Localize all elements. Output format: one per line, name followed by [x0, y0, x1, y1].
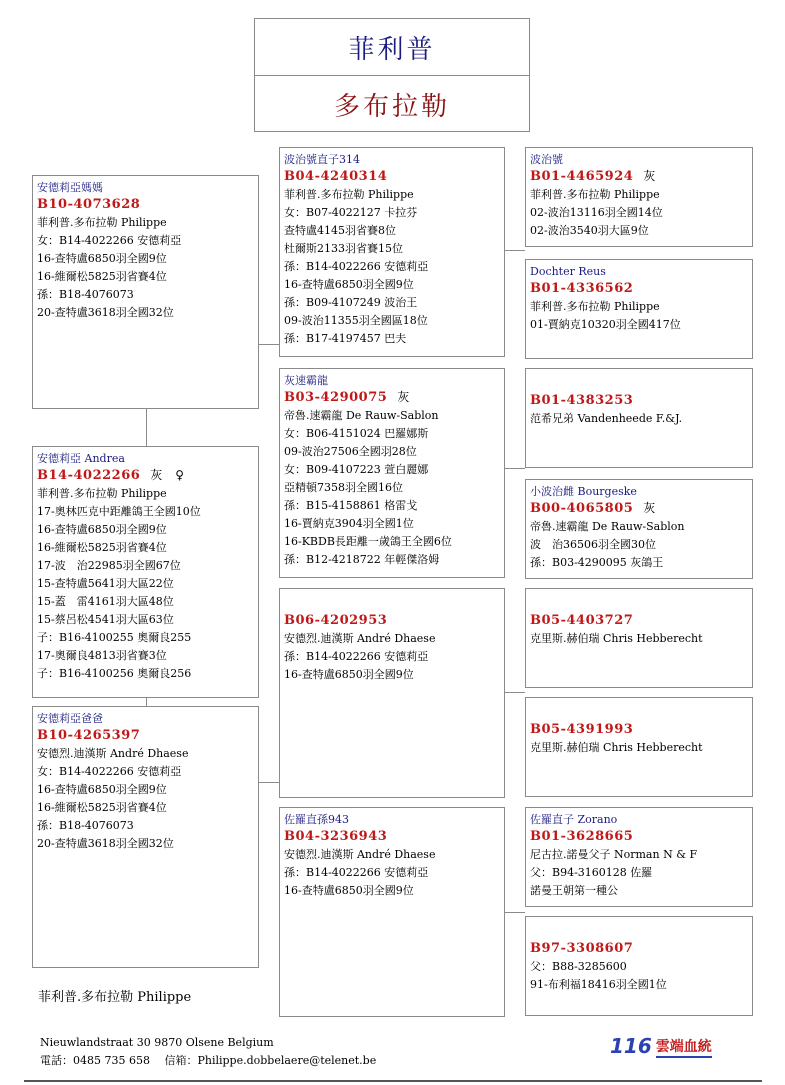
logo-number: 116	[610, 1034, 652, 1058]
pedigree-box-ggp-1[interactable]	[525, 147, 753, 247]
info-line: 子：B16-4100256 奧爾良256	[37, 667, 192, 680]
info-line: 菲利普.多布拉勒 Philippe	[530, 188, 660, 201]
bird-name: 灰速霸龍	[284, 374, 328, 387]
pedigree-box-ggp-6[interactable]	[525, 697, 753, 797]
info-line: 波 治36506羽全國30位	[530, 538, 656, 551]
pedigree-box-granddam-sire-side[interactable]	[279, 807, 505, 1017]
info-line: 安德烈.迪漢斯 André Dhaese	[37, 747, 189, 760]
info-line: 孫：B18-4076073	[37, 819, 134, 832]
site-logo[interactable]	[610, 1034, 712, 1058]
bird-name: 小波治雌 Bourgeske	[530, 485, 637, 498]
info-line: 02-波治3540羽大區9位	[530, 224, 649, 237]
pedigree-box-granddam-dam-side[interactable]	[279, 368, 505, 578]
info-line: 16-查特盧6850羽全國9位	[37, 783, 167, 796]
connector-line	[258, 782, 280, 783]
info-line: 15-蔡呂松4541羽大區63位	[37, 613, 174, 626]
ring-number: B00-4065805 灰	[530, 501, 656, 516]
info-line: 女：B07-4022127 卡拉芬	[284, 206, 418, 219]
footer-divider	[24, 1080, 762, 1082]
info-line: 女：B09-4107223 萱白麗娜	[284, 463, 429, 476]
connector-line	[503, 250, 525, 251]
pedigree-box-dam[interactable]	[32, 175, 259, 409]
info-line: 范希兄弟 Vandenheede F.&J.	[530, 412, 683, 425]
address-line: Nieuwlandstraat 30 9870 Olsene Belgium	[40, 1036, 274, 1049]
connector-line	[503, 692, 525, 693]
info-line: 孫：B12-4218722 年輕傑洛姆	[284, 553, 440, 566]
info-line: 查特盧4145羽省賽8位	[284, 224, 396, 237]
bird-name: 安德莉亞 Andrea	[37, 452, 125, 465]
info-line: 16-查特盧6850羽全國9位	[284, 668, 414, 681]
info-line: 女：B06-4151024 巴羅娜斯	[284, 427, 429, 440]
pedigree-box-ggp-7[interactable]	[525, 807, 753, 907]
info-line: 15-查特盧5641羽大區22位	[37, 577, 174, 590]
ring-number: B03-4290075 灰	[284, 390, 410, 405]
bird-name: 波治號	[530, 153, 563, 166]
info-line: 菲利普.多布拉勒 Philippe	[37, 487, 167, 500]
info-line: 17-奧林匹克中距離鴿王全國10位	[37, 505, 201, 518]
info-line: 91-布利福18416羽全國1位	[530, 978, 667, 991]
ring-number: B01-3628665	[530, 829, 634, 844]
info-line: 孫：B14-4022266 安德莉亞	[284, 260, 429, 273]
owner-first-name: 菲利普	[255, 19, 529, 76]
pedigree-box-ggp-3[interactable]	[525, 368, 753, 468]
ring-number: B06-4202953	[284, 613, 388, 628]
info-line: 孫：B14-4022266 安德莉亞	[284, 866, 429, 879]
info-line: 09-波治11355羽全國區18位	[284, 314, 428, 327]
info-line: 帝魯.速霸龍 De Rauw-Sablon	[530, 520, 685, 533]
info-line: 16-賈納克3904羽全國1位	[284, 517, 414, 530]
info-line: 父：B88-3285600	[530, 960, 627, 973]
ring-number: B01-4383253	[530, 393, 634, 408]
ring-number: B04-4240314	[284, 169, 388, 184]
info-line: 02-波治13116羽全國14位	[530, 206, 663, 219]
connector-line	[503, 912, 525, 913]
info-line: 孫：B15-4158861 格雷戈	[284, 499, 418, 512]
ring-number: B04-3236943	[284, 829, 388, 844]
info-line: 菲利普.多布拉勒 Philippe	[284, 188, 414, 201]
info-line: 16-查特盧6850羽全國9位	[37, 523, 167, 536]
info-line: 女：B14-4022266 安德莉亞	[37, 234, 182, 247]
pedigree-box-ggp-2[interactable]	[525, 259, 753, 359]
owner-last-name: 多布拉勒	[333, 91, 450, 122]
info-line: 15-蓋 雷4161羽大區48位	[37, 595, 174, 608]
info-line: 16-維爾松5825羽省賽4位	[37, 801, 167, 814]
sex-color: 灰	[643, 169, 656, 183]
info-line: 亞精頓7358羽全國16位	[284, 481, 403, 494]
info-line: 孫：B03-4290095 灰鴿王	[530, 556, 664, 569]
info-line: 杜爾斯2133羽省賽15位	[284, 242, 403, 255]
bird-name: 佐羅直孫943	[284, 813, 349, 826]
info-line: 17-波 治22985羽全國67位	[37, 559, 181, 572]
pedigree-box-grandsire-dam-side[interactable]	[279, 147, 505, 357]
bird-name: 波治號直子314	[284, 153, 360, 166]
pedigree-box-subject[interactable]	[32, 446, 259, 698]
pedigree-box-grandsire-sire-side[interactable]	[279, 588, 505, 798]
connector-line	[503, 468, 525, 469]
ring-number: B01-4465924 灰	[530, 169, 656, 184]
info-line: 女：B14-4022266 安德莉亞	[37, 765, 182, 778]
ring-number: B01-4336562	[530, 281, 634, 296]
bird-name: 佐羅直子 Zorano	[530, 813, 618, 826]
sex-color: 灰	[643, 501, 656, 515]
info-line: 克里斯.赫伯瑞 Chris Hebberecht	[530, 632, 703, 645]
info-line: 孫：B14-4022266 安德莉亞	[284, 650, 429, 663]
info-line: 尼古拉.諾曼父子 Norman N & F	[530, 848, 698, 861]
info-line: 父：B94-3160128 佐羅	[530, 866, 653, 879]
ring-number: B10-4265397	[37, 728, 141, 743]
ring-number: B05-4391993	[530, 722, 634, 737]
info-line: 帝魯.速霸龍 De Rauw-Sablon	[284, 409, 439, 422]
connector-line	[146, 408, 147, 446]
info-line: 20-查特盧3618羽全國32位	[37, 306, 174, 319]
info-line: 16-維爾松5825羽省賽4位	[37, 270, 167, 283]
logo-text: 雲端血統	[656, 1036, 712, 1058]
info-line: 16-查特盧6850羽全國9位	[284, 278, 414, 291]
bird-name: 安德莉亞媽媽	[37, 181, 103, 194]
info-line: 20-查特盧3618羽全國32位	[37, 837, 174, 850]
info-line: 16-KBDB長距離一歲鴿王全國6位	[284, 535, 452, 548]
pedigree-box-sire[interactable]	[32, 706, 259, 968]
breeder-contact	[40, 1034, 376, 1070]
info-line: 孫：B18-4076073	[37, 288, 134, 301]
sex-color: 灰 ♀	[150, 468, 185, 482]
info-line: 諾曼王朝第一種公	[530, 884, 618, 897]
info-line: 17-奧爾良4813羽省賽3位	[37, 649, 167, 662]
bird-name: Dochter Reus	[530, 265, 606, 278]
pedigree-title	[254, 18, 530, 132]
ring-number: B97-3308607	[530, 941, 634, 956]
pedigree-box-ggp-5[interactable]	[525, 588, 753, 688]
info-line: 克里斯.赫伯瑞 Chris Hebberecht	[530, 741, 703, 754]
info-line: 01-賈納克10320羽全國417位	[530, 318, 681, 331]
sex-color: 灰	[397, 390, 410, 404]
contact-line: 電話：0485 735 658 信箱：Philippe.dobbelaere@telenet.be	[40, 1054, 377, 1067]
info-line: 09-波治27506全國羽28位	[284, 445, 417, 458]
info-line: 菲利普.多布拉勒 Philippe	[37, 216, 167, 229]
pedigree-box-ggp-4[interactable]	[525, 479, 753, 579]
info-line: 安德烈.迪漢斯 André Dhaese	[284, 632, 436, 645]
info-line: 孫：B09-4107249 波治王	[284, 296, 418, 309]
breeder-name: 菲利普.多布拉勒 Philippe	[38, 990, 192, 1005]
info-line: 16-查特盧6850羽全國9位	[284, 884, 414, 897]
pedigree-box-ggp-8[interactable]	[525, 916, 753, 1016]
info-line: 菲利普.多布拉勒 Philippe	[530, 300, 660, 313]
ring-number: B14-4022266 灰 ♀	[37, 468, 185, 483]
info-line: 子：B16-4100255 奧爾良255	[37, 631, 192, 644]
connector-line	[258, 344, 280, 345]
ring-number: B05-4403727	[530, 613, 634, 628]
info-line: 安德烈.迪漢斯 André Dhaese	[284, 848, 436, 861]
info-line: 16-查特盧6850羽全國9位	[37, 252, 167, 265]
info-line: 16-維爾松5825羽省賽4位	[37, 541, 167, 554]
ring-number: B10-4073628	[37, 197, 141, 212]
info-line: 孫：B17-4197457 巴夫	[284, 332, 407, 345]
bird-name: 安德莉亞爸爸	[37, 712, 103, 725]
